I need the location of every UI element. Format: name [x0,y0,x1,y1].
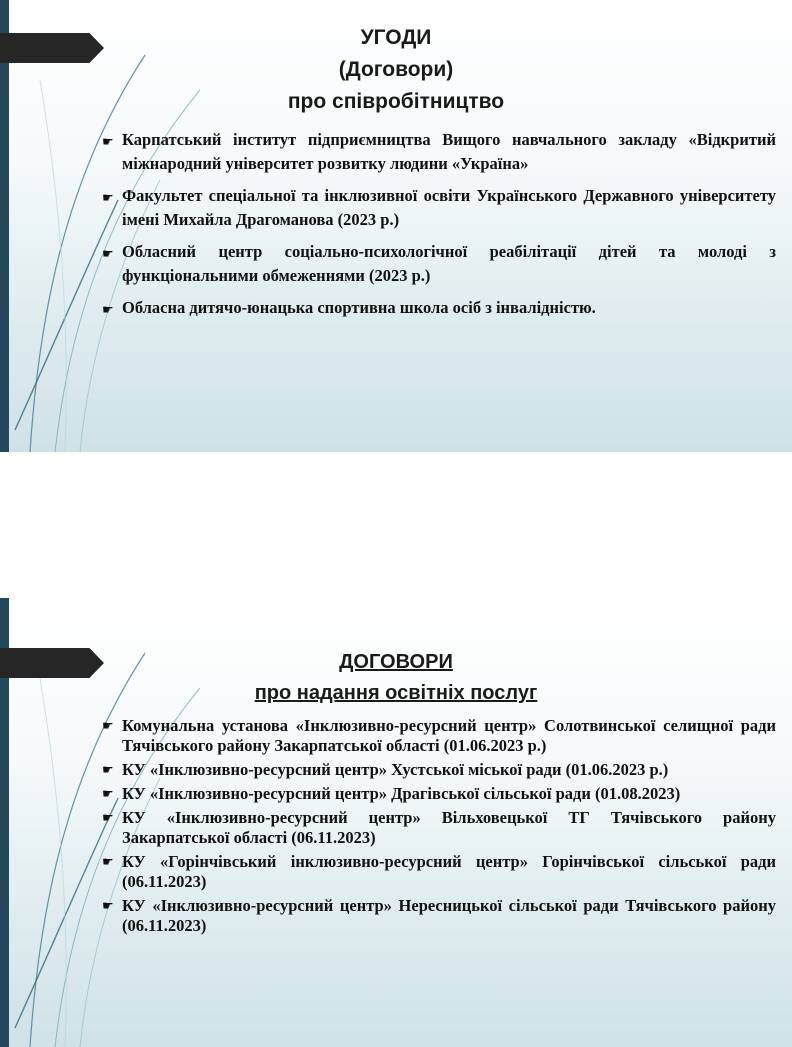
hand-pointing-right-icon: ☛ [102,899,114,914]
list-item: ☛ КУ «Інклюзивно-ресурсний центр» Вільховецької ТГ Тячівського району Закарпатської області (06.11.2023) [102,808,776,847]
hand-pointing-right-icon: ☛ [102,719,114,734]
list-item: ☛ Комунальна установа «Інклюзивно-ресурсний центр» Солотвинської селищної ради Тячівського району Закарпатської області (01.06.2023 р.) [102,716,776,755]
hand-pointing-right-icon: ☛ [102,855,114,870]
cooperation-list [102,128,776,328]
hand-pointing-right-icon: ☛ [102,787,114,802]
hand-pointing-right-icon: ☛ [102,191,114,206]
slide-educational-services-contracts [0,598,792,1047]
hand-pointing-right-icon: ☛ [102,811,114,826]
slide-cooperation-agreements [0,0,792,452]
list-item: ☛ КУ «Горінчівський інклюзивно-ресурсний центр» Горінчівської сільської ради (06.11.2023) [102,852,776,891]
list-item: ☛ Карпатський інститут підприємництва Вищого навчального закладу «Відкритий міжнародний університет розвитку людини «Україна» [102,130,776,173]
slide-title-line-1: УГОДИ [360,26,432,49]
list-item: ☛ КУ «Інклюзивно-ресурсний центр» Нересницької сільської ради Тячівського району (06.11.2023) [102,896,776,935]
services-contracts-list [102,716,776,940]
slide-title-line-3: про співробітництво [287,90,505,113]
list-item: ☛ Обласна дитячо-юнацька спортивна школа осіб з інвалідністю. [102,296,776,320]
slide-title-line-2: (Договори) [338,58,454,81]
hand-pointing-right-icon: ☛ [102,303,114,318]
hand-pointing-right-icon: ☛ [102,763,114,778]
slide-title-line-2: про надання освітніх послуг [254,682,538,704]
list-item: ☛ КУ «Інклюзивно-ресурсний центр» Хустської міської ради (01.06.2023 р.) [102,760,669,779]
list-item: ☛ КУ «Інклюзивно-ресурсний центр» Драгівської сільської ради (01.08.2023) [102,784,681,803]
slide-title-line-1: ДОГОВОРИ [339,651,453,673]
hand-pointing-right-icon: ☛ [102,135,114,150]
list-item: ☛ Обласний центр соціально-психологічної реабілітації дітей та молоді з функціональними обмеженнями (2023 р.) [102,242,776,285]
list-item: ☛ Факультет спеціальної та інклюзивної освіти Українського Державного університету імені Михайла Драгоманова (2023 р.) [102,186,776,229]
hand-pointing-right-icon: ☛ [102,247,114,262]
